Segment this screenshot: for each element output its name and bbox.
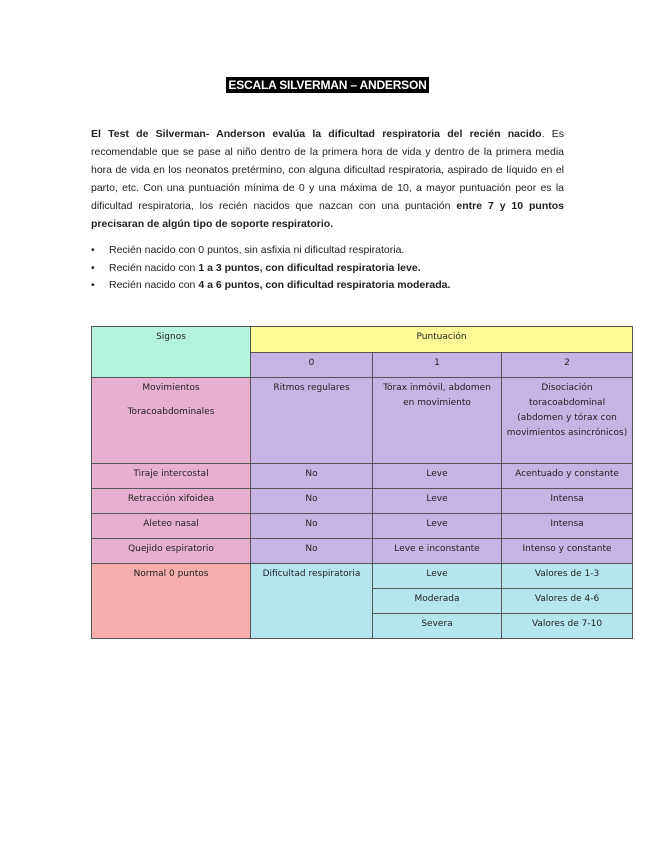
score-1-cell: Leve [373,489,502,514]
score-0-cell: No [251,489,373,514]
score-0-cell: No [251,539,373,564]
document-title [0,76,655,94]
normal-cell: Normal 0 puntos [92,564,251,639]
table-row [92,539,633,564]
score-2-cell: Intensa [502,514,633,539]
sign-cell: Aleteo nasal [92,514,251,539]
score-1-cell: Leve [373,464,502,489]
header-signos: Signos [92,327,251,378]
level-name-cell: Moderada [373,589,502,614]
table-row [92,464,633,489]
score-2-cell: Acentuado y constante [502,464,633,489]
title-text: ESCALA SILVERMAN – ANDERSON [228,78,427,92]
sign-cell: Tiraje intercostal [92,464,251,489]
score-header-0: 0 [251,353,373,378]
score-0-cell: No [251,514,373,539]
intro-bold-tail: entre 7 y 10 puntos precisaran de algún tipo de soporte respiratorio. [91,200,564,230]
score-1-cell: Leve [373,514,502,539]
score-2-cell: Disociación toracoabdominal (abdomen y tórax con movimientos asincrónicos) [502,378,633,464]
score-bullet-list [91,242,571,295]
table-row [92,514,633,539]
table-row [92,564,633,589]
table-row [92,378,633,464]
intro-paragraph [91,125,564,233]
list-item: • Recién nacido con 4 a 6 puntos, con dificultad respiratoria moderada. [91,277,571,295]
sign-cell: Quejido espiratorio [92,539,251,564]
list-item: • Recién nacido con 1 a 3 puntos, con dificultad respiratoria leve. [91,260,571,278]
difficulty-label-cell: Dificultad respiratoria [251,564,373,639]
score-0-cell: No [251,464,373,489]
intro-body: . Es recomendable que se pase al niño dentro de la primera hora de vida y dentro de la primera media hora de vida en los neonatos pretérmino, con alguna dificultad respiratoria, aspirado de líquido en el parto, etc. Con una puntuación mínima de 0 y una máxima de 10, a mayor puntuación peor es la dificultad respiratoria, los recién nacidos que nazcan con una puntación [91,128,564,212]
header-puntuacion: Puntuación [251,327,633,353]
score-2-cell: Intenso y constante [502,539,633,564]
score-1-cell: Leve e inconstante [373,539,502,564]
list-item: • Recién nacido con 0 puntos, sin asfixia ni dificultad respiratoria. [91,242,571,260]
sign-cell: Retracción xifoidea [92,489,251,514]
score-header-1: 1 [373,353,502,378]
level-name-cell: Severa [373,614,502,639]
silverman-table [91,326,633,639]
level-range-cell: Valores de 1-3 [502,564,633,589]
level-name-cell: Leve [373,564,502,589]
score-2-cell: Intensa [502,489,633,514]
intro-bold-lead: El Test de Silverman- Anderson evalúa la dificultad respiratoria del recién nacido [91,128,542,140]
score-1-cell: Tórax inmóvil, abdomen en movimiento [373,378,502,464]
level-range-cell: Valores de 7-10 [502,614,633,639]
sign-cell: Movimientos Toracoabdominales [92,378,251,464]
score-0-cell: Ritmos regulares [251,378,373,464]
score-header-2: 2 [502,353,633,378]
table-row [92,489,633,514]
level-range-cell: Valores de 4-6 [502,589,633,614]
